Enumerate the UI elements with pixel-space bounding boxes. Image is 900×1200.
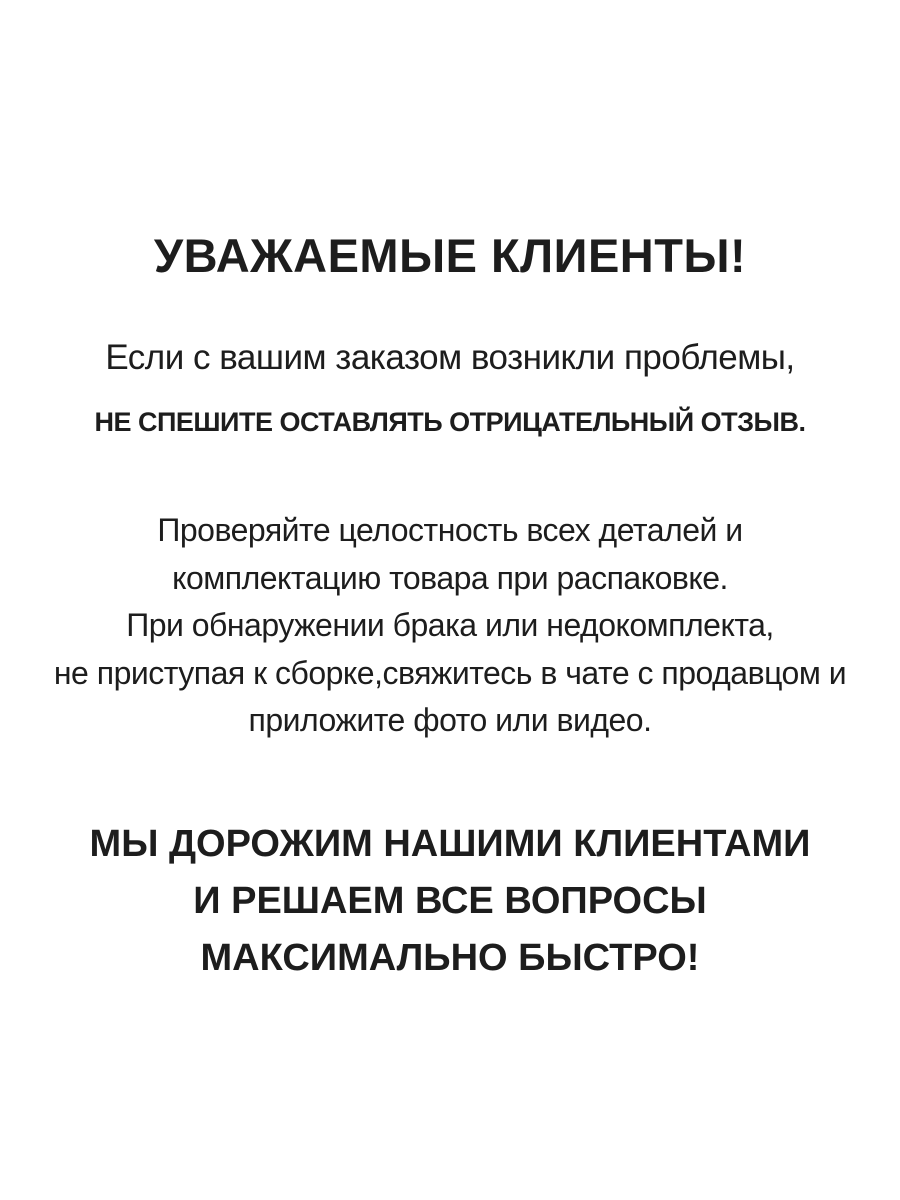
notice-instructions [0,507,900,745]
closing-line-1: МЫ ДОРОЖИМ НАШИМИ КЛИЕНТАМИ [89,822,811,865]
instructions-line-3: При обнаружении брака или недокомплекта, [126,607,774,643]
instructions-line-5: приложите фото или видео. [248,702,652,738]
notice-intro-line: Если с вашим заказом возникли проблемы, [105,338,795,377]
closing-line-2: И РЕШАЕМ ВСЕ ВОПРОСЫ [193,879,707,922]
notice-title: УВАЖАЕМЫЕ КЛИЕНТЫ! [153,229,747,282]
instructions-line-4: не приступая к сборке,свяжитесь в чате с продавцом и [53,654,847,691]
instructions-line-1: Проверяйте целостность всех деталей и [157,512,743,548]
notice-closing [0,816,900,987]
closing-line-3: МАКСИМАЛЬНО БЫСТРО! [200,936,700,979]
notice-warning-line: НЕ СПЕШИТЕ ОСТАВЛЯТЬ ОТРИЦАТЕЛЬНЫЙ ОТЗЫВ. [94,407,806,437]
instructions-line-2: комплектацию товара при распаковке. [172,559,728,596]
